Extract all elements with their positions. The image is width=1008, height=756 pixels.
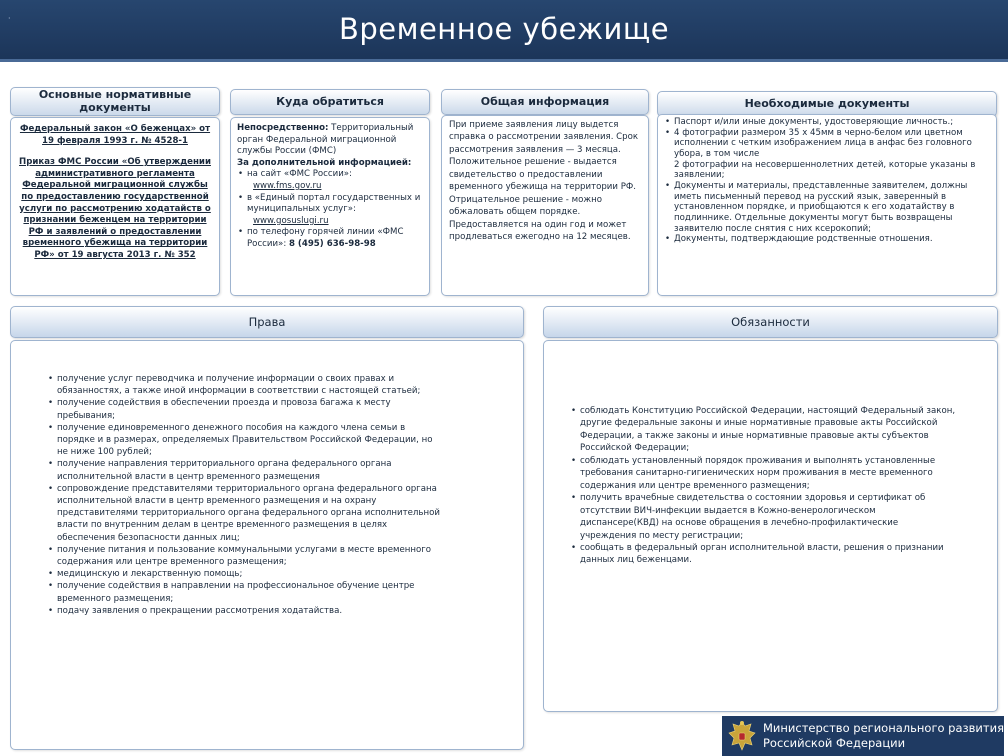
where-header	[230, 89, 430, 115]
duties-item: • соблюдать Конституцию Российской Федерации, настоящий Федеральный закон, другие федеральные законы и иные нормативные правовые акты Российской Федерации, а также законы и иные нормативные правовые акты субъектов Российской Федерации;	[570, 405, 957, 455]
docs-header	[10, 87, 220, 116]
where-direct-text: Территориальный орган Федеральной миграционной службы России (ФМС)	[237, 123, 414, 157]
title-bar	[0, 0, 1008, 62]
ministry-name-line2: Российской Федерации	[763, 736, 906, 750]
rights-list	[47, 373, 443, 617]
page-title: Временное убежище	[338, 12, 670, 46]
rights-item: • сопровождение представителями территориального органа федерального органа исполнительной власти в центр временного размещения и на охрану представителями территориального органа федерального органа исполнительной власти по внутренним делам в центре временного размещения в целях обеспечения безопасности данных лиц;	[47, 483, 443, 544]
needed-item: • 4 фотографии размером 35 х 45мм в черно-белом или цветном исполнении с четким изображением лица в анфас без головного убора, в том числе 2 фотографии на несовершеннолетних детей, которые указаны в заявлении;	[664, 128, 990, 181]
where-item-portal-text: в «Единый портал государственных и муниципальных услуг»:	[247, 192, 421, 215]
duties-item: • соблюдать установленный порядок проживания и выполнять установленные требования санитарно-гигиенических норм проживания в месте временного содержания или центре временного размещения;	[570, 455, 957, 492]
needed-item: • Документы, подтверждающие родственные отношения.	[664, 234, 990, 245]
general-header-label: Общая информация	[480, 94, 610, 108]
general-box	[441, 115, 649, 296]
where-item-phone	[237, 227, 423, 250]
rights-header	[10, 306, 524, 338]
where-header-label: Куда обратиться	[276, 94, 384, 108]
ministry-name-line1: Министерство регионального развития	[763, 721, 1004, 736]
duties-item: • сообщать в федеральный орган исполнительной власти, решения о признании данных лиц беженцами.	[570, 542, 957, 567]
ministry-footer	[722, 716, 1004, 756]
duties-box	[543, 340, 998, 712]
coat-of-arms-icon	[727, 719, 757, 753]
general-header	[441, 89, 649, 115]
rights-item: • получение содействия в обеспечении проезда и провоза багажа к месту пребывания;	[47, 397, 443, 421]
needed-header-label: Необходимые документы	[744, 96, 910, 110]
corner-mark: ·	[8, 14, 11, 23]
where-item-portal	[237, 193, 423, 228]
ministry-name	[763, 721, 1004, 751]
docs-box	[10, 117, 220, 296]
duties-item: • получить врачебные свидетельства о состоянии здоровья и сертификат об отсутствии ВИЧ-инфекции выдается в Кожно-венерологическом диспансере(КВД) на основе обращения в лечебно-профилактические учреждения по месту регистрации;	[570, 492, 957, 542]
where-box	[230, 117, 430, 296]
rights-item: • получение питания и пользование коммунальными услугами в месте временного содержания или центре временного размещения;	[47, 544, 443, 568]
needed-item: • Паспорт и/или иные документы, удостоверяющие личность.;	[664, 117, 990, 128]
needed-box	[657, 114, 997, 296]
rights-item: • получение единовременного денежного пособия на каждого члена семьи в порядке и в размерах, определяемых Правительством Российской Федерации, но не ниже 100 рублей;	[47, 422, 443, 459]
needed-list	[664, 117, 990, 245]
where-extra-label: За дополнительной информацией:	[237, 157, 412, 168]
law-link-refugees[interactable]: Федеральный закон «О беженцах» от 19 февраля 1993 г. № 4528-1	[19, 124, 211, 146]
needed-item: • Документы и материалы, представленные заявителем, должны иметь письменный перевод на русский язык, заверенный в установленном порядке, и приобщаются к его ходатайству в подлиннике. Отдельные документы могут быть возвращены заявителю после снятия с них ксерокопий;	[664, 181, 990, 234]
gosuslugi-link[interactable]: www.gosuslugi.ru	[253, 215, 329, 226]
rights-header-label: Права	[248, 315, 286, 329]
duties-header	[543, 306, 998, 338]
general-text: При приеме заявления лицу выдется справка о рассмотрении заявления. Срок рассмотрения заявления — 3 месяца. Положительное решение - выдается свидетельство о предоставлении временного убежища на территории РФ. Отрицательное решение - можно обжаловать общем порядке. Предоставляется на один год и может продлеваться ежегодно на 12 месяцев.	[449, 120, 639, 243]
where-list	[237, 169, 423, 250]
where-direct-label: Непосредственно:	[237, 123, 329, 133]
rights-box	[10, 340, 524, 750]
rights-item: • получение услуг переводчика и получение информации о своих правах и обязанностях, а также иной информации в соответствии с настоящей статьей;	[47, 373, 443, 397]
where-direct	[237, 123, 423, 158]
rights-item: • получение направления территориального органа федерального органа исполнительной власти в центр временного размещения	[47, 458, 443, 482]
rights-item: • подачу заявления о прекращении рассмотрения ходатайства.	[47, 605, 443, 617]
rights-item: • получение содействия в направлении на профессиональное обучение центре временного размещения;	[47, 580, 443, 604]
law-link-fms-order[interactable]: Приказ ФМС России «Об утверждении административного регламента Федеральной миграционной службы по предоставлению государственной услуги по рассмотрению ходатайств о признании беженцем на территории РФ и заявлений о предоставлении временного убежища на территории РФ» от 19 августа 2013 г. № 352	[19, 157, 211, 260]
duties-list	[570, 405, 957, 567]
where-item-phone-text: по телефону горячей линии «ФМС России»:	[247, 227, 404, 249]
rights-item: • медицинскую и лекарственную помощь;	[47, 568, 443, 580]
where-item-site	[237, 169, 423, 192]
duties-header-label: Обязанности	[731, 315, 810, 329]
hotline-phone: 8 (495) 636-98-98	[288, 238, 376, 249]
where-item-site-text: на сайт «ФМС России»:	[247, 169, 352, 180]
fms-site-link[interactable]: www.fms.gov.ru	[253, 180, 322, 191]
docs-header-label: Основные нормативные документы	[38, 88, 192, 114]
